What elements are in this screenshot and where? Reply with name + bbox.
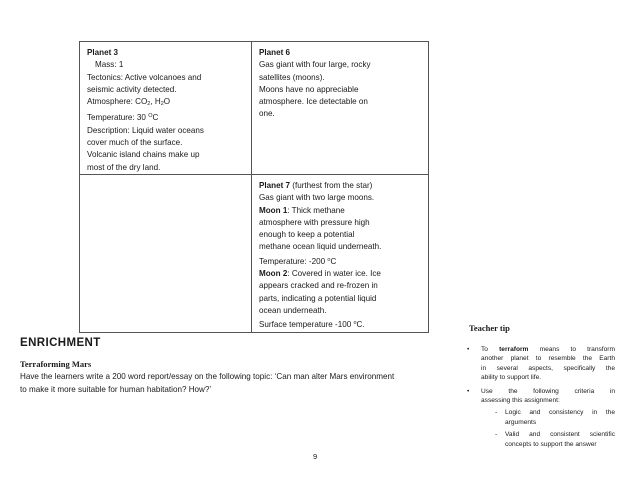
planet-6-line-1: Gas giant with four large, rocky [259,60,371,70]
planet-6-line-5: one. [259,109,275,119]
planet-7-line-1: Gas giant with two large moons. [259,193,375,203]
planet-3-description-4: most of the dry land. [87,162,161,172]
moon-1-line-2: atmosphere with pressure high [259,217,370,227]
moon-2-temperature: Surface temperature -100 $^o$C. [259,320,365,330]
planet-3-temperature: Temperature: 30 $^O$C [87,113,159,123]
planet-6-cell [252,42,429,175]
moon-2-line-4: ocean underneath. [259,305,327,315]
planet-6-title: Planet 6 [259,48,291,57]
planet-3-mass: Mass: 1 [95,60,124,70]
criteria-item: - Valid and consistent scientific concepts to support the answer [495,431,615,448]
moon-1-line-4: methane ocean liquid underneath. [259,242,382,252]
moon-1-temperature: Temperature: -200 $^o$C [259,256,337,266]
enrichment-body [20,370,440,396]
enrichment-subtitle: Terraforming Mars [20,359,92,369]
planet-6-line-3: Moons have no appreciable [259,84,359,94]
planet-6-line-4: atmosphere. Ice detectable on [259,97,368,107]
planet-3-description-3: Volcanic island chains make up [87,150,200,160]
planet-3-tectonics-cont: seismic activity detected. [87,84,177,94]
bullet-icon: • [467,387,470,395]
teacher-tip-heading: Teacher tip [469,323,510,333]
planet-3-tectonics: Tectonics: Active volcanoes and [87,72,202,82]
criteria-item: - Logic and consistency in the arguments [495,409,615,426]
bullet-icon: • [467,346,470,353]
moon-1-line-1: Moon 1: Thick methane [259,205,345,215]
moon-2-line-2: appears cracked and re-frozen in [259,281,378,291]
enrichment-heading: ENRICHMENT [20,337,101,349]
planet-6-line-2: satellites (moons). [259,72,325,82]
planet-7-title: Planet 7 (furthest from the star) [259,180,373,190]
teacher-tip-item: • Use the following criteria in assessing this assignment: - Logic and consistency in the arguments - Valid and consistent scientific concepts to support the answer [467,387,615,448]
planet-3-title: Planet 3 [87,48,119,57]
planet-3-description: Description: Liquid water oceans [87,125,204,135]
enrichment-body-line-2: to make it more suitable for human habitation? How?’ [20,385,212,394]
teacher-tip-list [467,345,615,453]
dash-icon: - [495,431,498,439]
teacher-tip-item: • To terraform means to transform another planet to resemble the Earth in several aspects, specifically the ability to support life. [467,346,615,382]
moon-1-line-3: enough to keep a potential [259,230,355,240]
planet-3-description-2: cover much of the surface. [87,138,183,148]
planet-3-atmosphere: Atmosphere: CO2, H2O [87,97,171,108]
dash-icon: - [495,409,498,417]
moon-2-line-3: parts, indicating a potential liquid [259,293,377,303]
planet-3-cell [80,42,252,175]
terraform-term: terraform [499,346,529,353]
empty-cell [80,174,252,332]
planet-table [79,41,429,333]
moon-2-line-1: Moon 2: Covered in water ice. Ice [259,269,381,279]
planet-7-cell [252,174,429,332]
enrichment-body-line-1: Have the learners write a 200 word report/essay on the following topic: ‘Can man alter Mars environment [20,372,395,381]
page-number: 9 [313,452,318,461]
